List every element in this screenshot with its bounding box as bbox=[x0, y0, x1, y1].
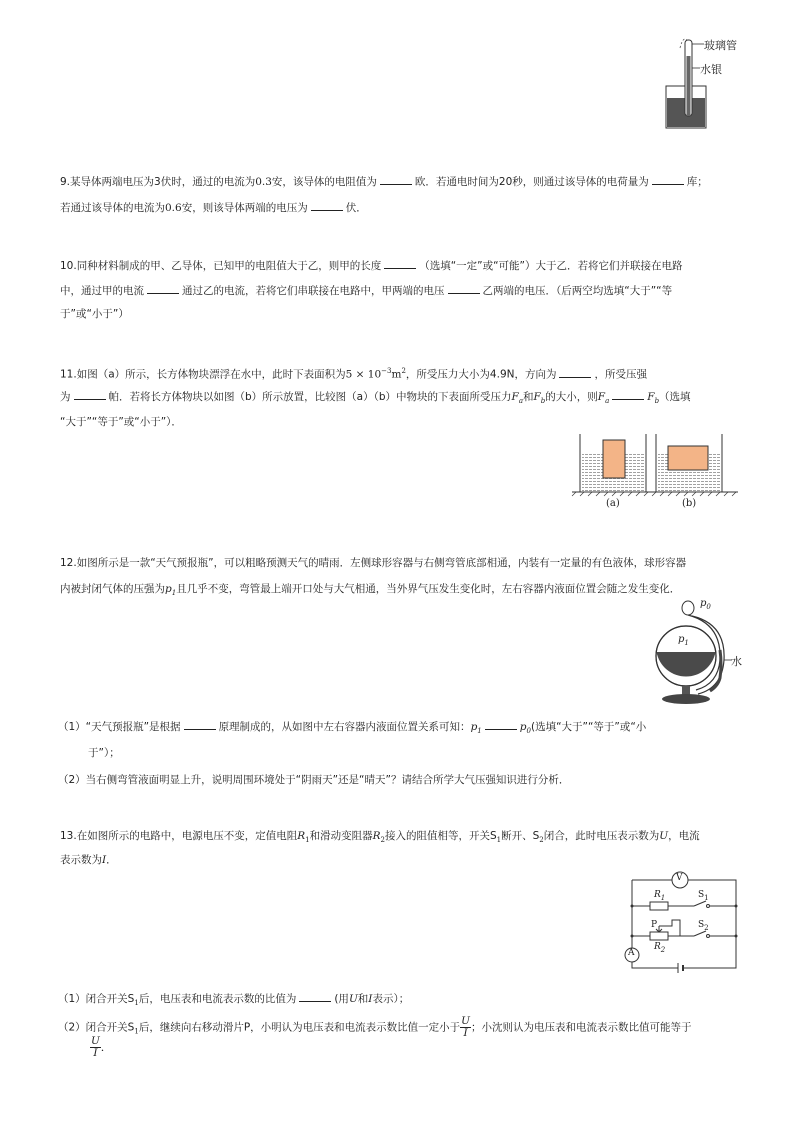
answer-blank[interactable] bbox=[74, 389, 106, 400]
mercury-label: 水银 bbox=[700, 63, 722, 76]
weather-bottle-drawing bbox=[640, 598, 745, 710]
q12-sub1-line2: 于”）； bbox=[88, 747, 120, 759]
q11-line2: 为 帕．若将长方体物块以如图（b）所示放置，比较图（a）（b）中物块的下表面所受压力$F_a$和$F_b$的大小，则$F_a$ $F_b$（选填 bbox=[60, 391, 691, 406]
fraction-u-over-i: $\frac{U}{I}$ bbox=[461, 1015, 471, 1039]
q10-line3: 于”或“小于”） bbox=[60, 308, 129, 320]
fig-a-label: (a) bbox=[606, 498, 620, 509]
q12-sub2: （2）当右侧弯管液面明显上升，说明周围环境处于“阴雨天”还是“晴天”？请结合所学大气压强知识进行分析． bbox=[58, 774, 570, 786]
s1-label: $S_1$ bbox=[698, 890, 709, 902]
q12-line1: 12.如图所示是一款“天气预报瓶”，可以粗略预测天气的晴雨．左侧球形容器与右侧弯管底部相通，内装有一定量的有色液体，球形容器 bbox=[60, 557, 687, 569]
q13-sub2-line2: $\frac{U}{I}$ ． bbox=[91, 1035, 112, 1059]
p1-label: $p_1$ bbox=[678, 634, 689, 647]
fig-b-label: (b) bbox=[682, 498, 697, 509]
q13-line1: 13.在如图所示的电路中，电源电压不变，定值电阻$R_1$和滑动变阻器$R_2$接入的阻值相等，开关$S_1$断开、$S_2$闭合，此时电压表示数为U，电流 bbox=[60, 830, 700, 845]
q9-line2: 若通过该导体的电流为0.6安，则该导体两端的电压为 伏． bbox=[60, 202, 367, 214]
q11-line3: “大于”“等于”或“小于”）． bbox=[60, 416, 182, 428]
floating-block-figure bbox=[570, 432, 740, 512]
q12-sub1: （1）“天气预报瓶”是根据 原理制成的，从如图中左右容器内液面位置关系可知：$p_1$ $p_0$(选填“大于”“等于”或“小 bbox=[58, 721, 647, 736]
circuit-drawing bbox=[622, 870, 742, 975]
s2-label: $S_2$ bbox=[698, 920, 709, 932]
water-label: 水 bbox=[731, 655, 742, 668]
circuit-figure bbox=[622, 870, 742, 975]
q13-sub1: （1）闭合开关$S_1$后，电压表和电流表示数的比值为 (用U和I表示）； bbox=[58, 993, 410, 1008]
q12-line2: 内被封闭气体的压强为$p_1$且几乎不变，弯管最上端开口处与大气相通，当外界气压发生变化时，左右容器内液面位置会随之发生变化． bbox=[60, 583, 681, 598]
answer-blank[interactable] bbox=[311, 200, 343, 211]
q10-line1: 10.同种材料制成的甲、乙导体，已知甲的电阻值大于乙，则甲的长度 （选填“一定”或“可能”）大于乙．若将它们并联接在电路 bbox=[60, 260, 683, 272]
answer-blank[interactable] bbox=[299, 991, 331, 1002]
answer-blank[interactable] bbox=[147, 283, 179, 294]
answer-blank[interactable] bbox=[184, 719, 216, 730]
answer-blank[interactable] bbox=[380, 174, 412, 185]
answer-blank[interactable] bbox=[559, 367, 591, 378]
tube-figure bbox=[660, 34, 770, 132]
weather-bottle-figure bbox=[640, 598, 745, 710]
r2-label: $R_2$ bbox=[654, 942, 666, 954]
slider-p-label: P bbox=[651, 920, 658, 930]
answer-blank[interactable] bbox=[448, 283, 480, 294]
q9-line1: 9.某导体两端电压为3伏时，通过的电流为0.3安，该导体的电阻值为 欧．若通电时间为20秒，则通过该导体的电荷量为 库； bbox=[60, 176, 708, 188]
fraction-u-over-i: $\frac{U}{I}$ bbox=[91, 1035, 100, 1059]
ammeter-label: A bbox=[628, 948, 635, 958]
answer-blank[interactable] bbox=[652, 174, 684, 185]
q11-line1: 11.如图（a）所示，长方体物块漂浮在水中，此时下表面积为$5 \times 10^{-3}m^2$，所受压力大小为4.9N，方向为 ，所受压强 bbox=[60, 367, 647, 381]
tube-label: 玻璃管 bbox=[704, 39, 737, 52]
answer-blank[interactable] bbox=[612, 389, 644, 400]
r1-label: $R_1$ bbox=[654, 890, 666, 902]
answer-blank[interactable] bbox=[485, 719, 517, 730]
answer-blank[interactable] bbox=[384, 258, 416, 269]
containers-drawing bbox=[570, 432, 740, 512]
q10-line2: 中，通过甲的电流 通过乙的电流，若将它们串联接在电路中，甲两端的电压 乙两端的电压．（后两空均选填“大于”“等 bbox=[60, 285, 673, 297]
q13-sub2: （2）闭合开关$S_1$后，继续向右移动滑片P，小明认为电压表和电流表示数比值一定小于 $\frac{U}{I}$ ；小沈则认为电压表和电流表示数比值可能等于 bbox=[58, 1015, 692, 1039]
q13-line2: 表示数为I． bbox=[60, 854, 117, 866]
voltmeter-label: V bbox=[676, 873, 683, 883]
p0-label: $p_0$ bbox=[700, 598, 711, 611]
